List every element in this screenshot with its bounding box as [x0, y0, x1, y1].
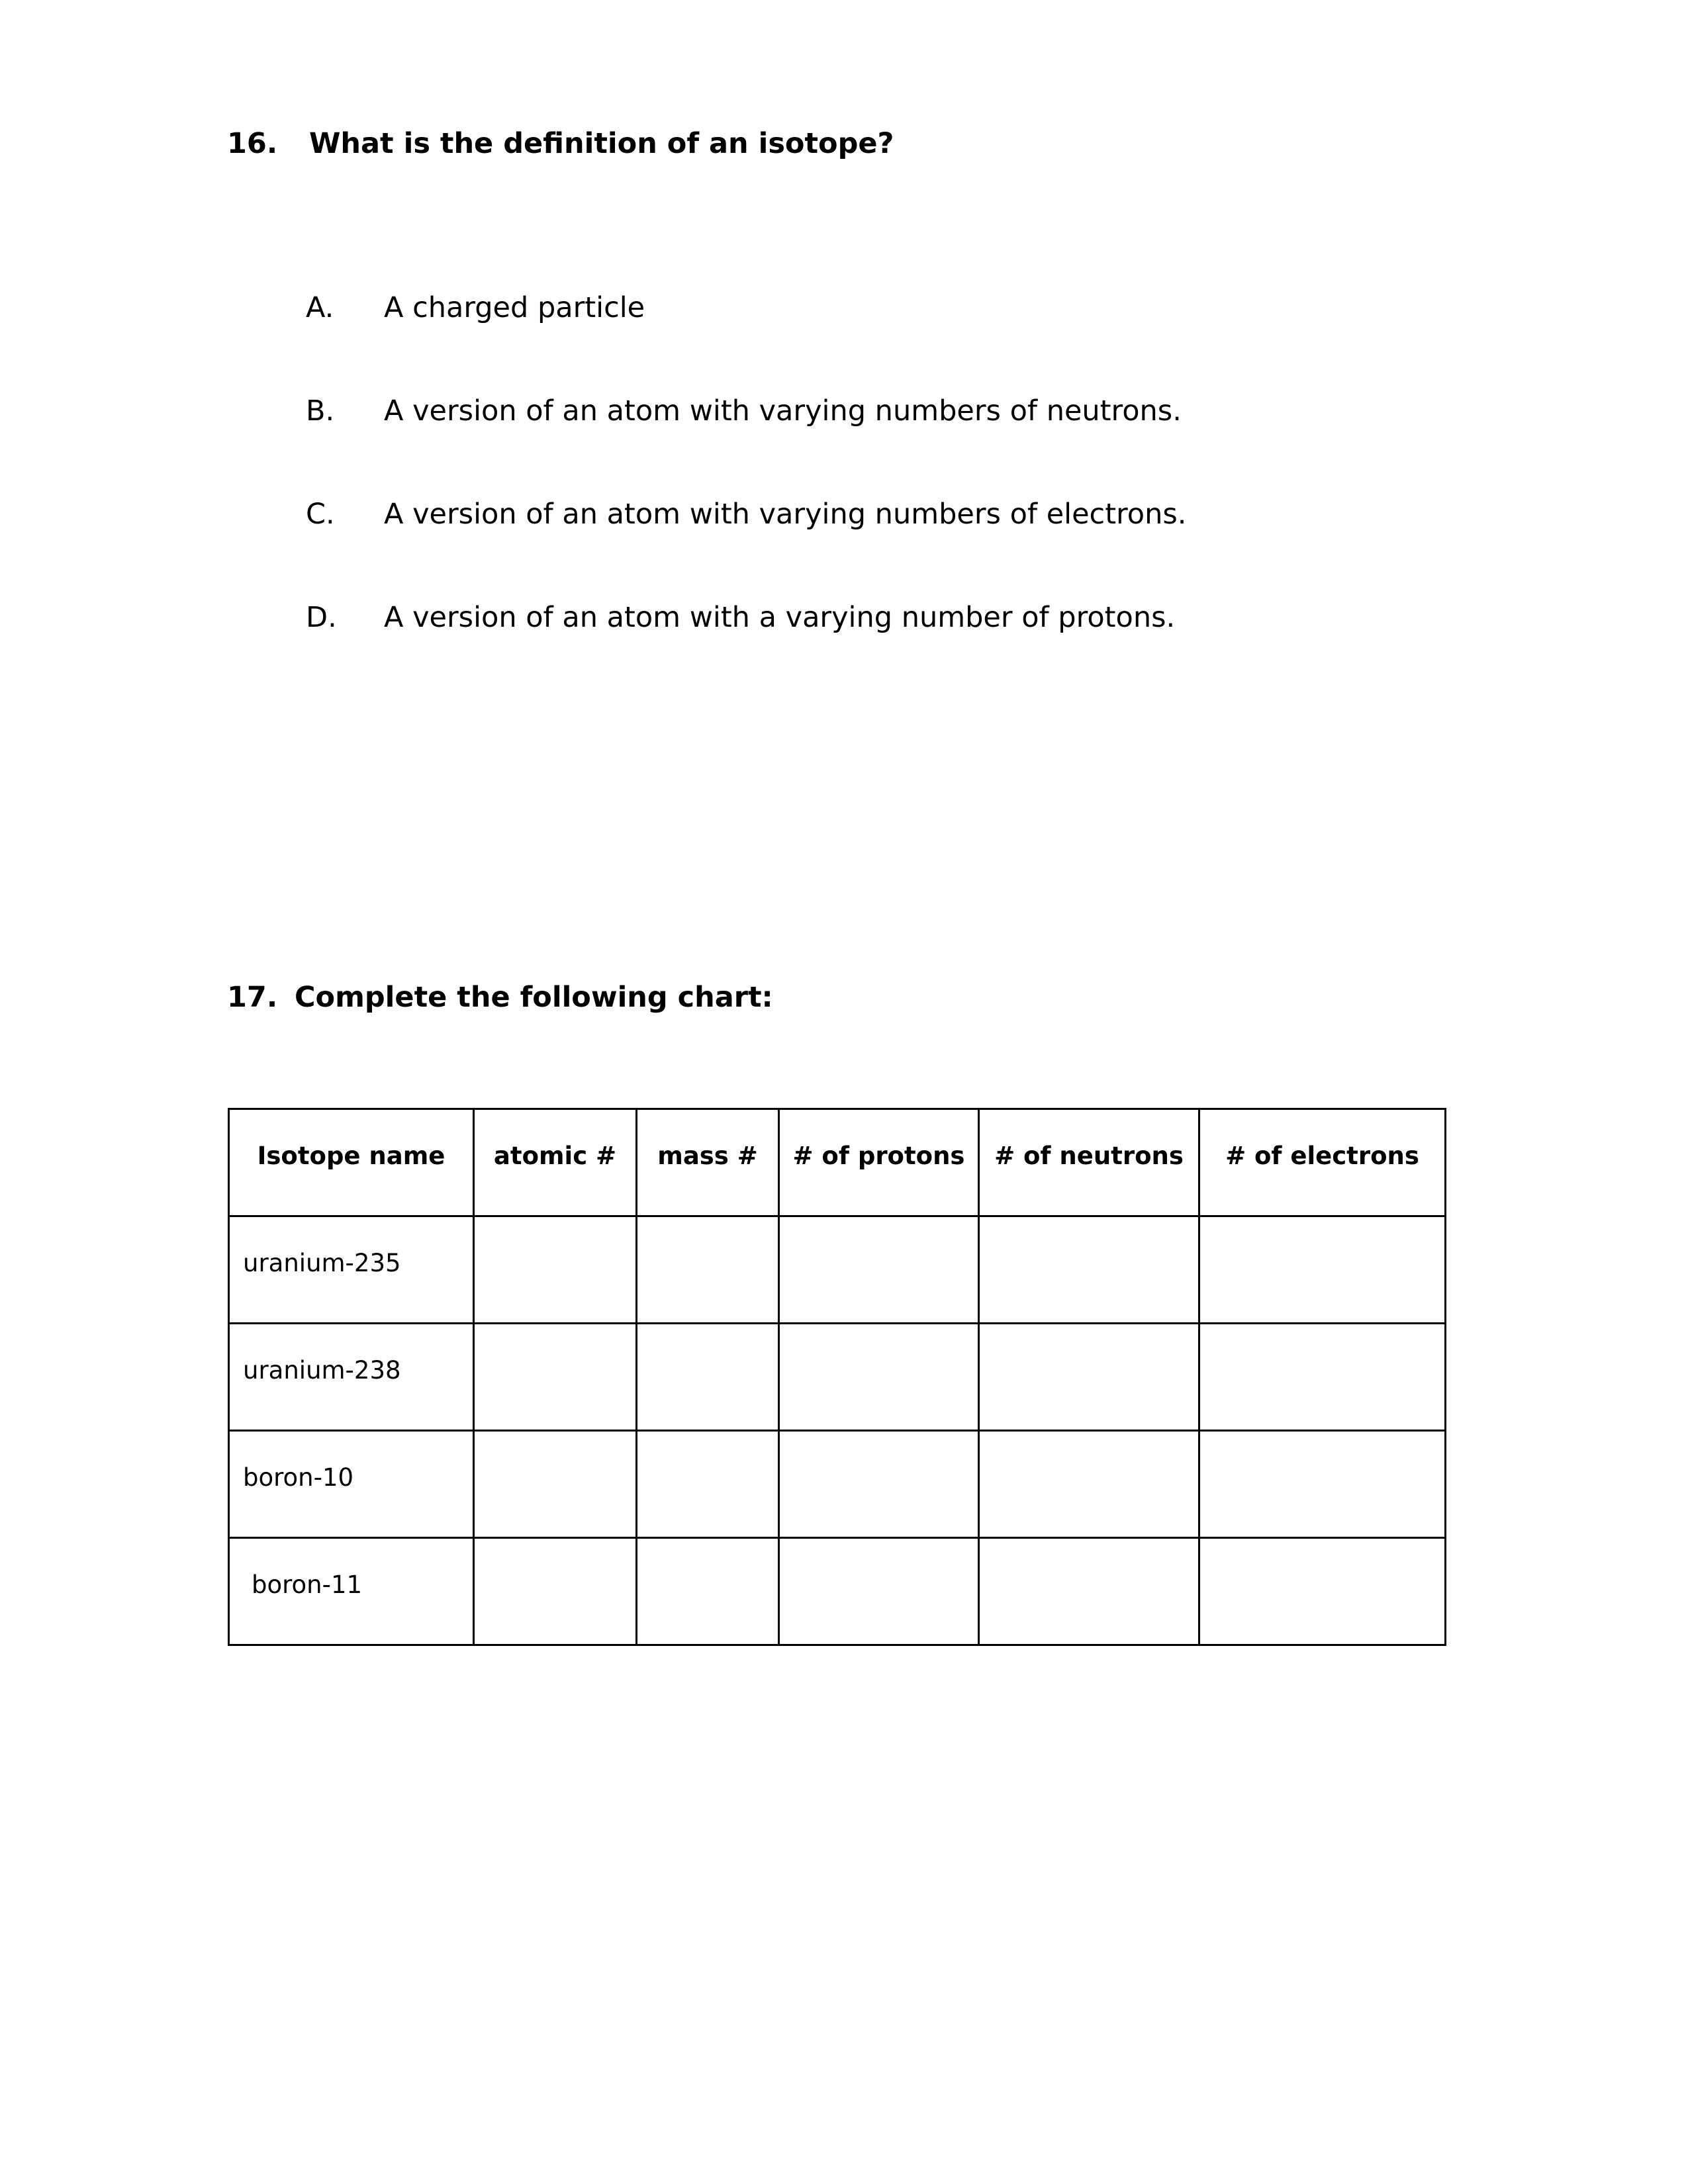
header-neutrons: # of neutrons: [979, 1109, 1199, 1216]
header-electrons: # of electrons: [1199, 1109, 1446, 1216]
answer-option-b: [306, 394, 1182, 428]
option-text: A charged particle: [384, 291, 645, 324]
neutrons-answer-cell[interactable]: [979, 1324, 1199, 1431]
neutrons-answer-cell[interactable]: [979, 1538, 1199, 1645]
neutrons-answer-cell[interactable]: [979, 1216, 1199, 1324]
option-text: A version of an atom with varying numbers of neutrons.: [384, 394, 1182, 428]
mass-number-answer-cell[interactable]: [637, 1216, 779, 1324]
answer-option-d: [306, 601, 1175, 634]
protons-answer-cell[interactable]: [779, 1538, 979, 1645]
option-letter: C.: [306, 498, 335, 531]
question-17-text: Complete the following chart:: [295, 981, 773, 1014]
table-row: [229, 1431, 1446, 1538]
table-row: [229, 1216, 1446, 1324]
question-16-number: 16.: [227, 127, 278, 160]
atomic-number-answer-cell[interactable]: [474, 1324, 637, 1431]
isotope-name-cell: uranium-235: [229, 1216, 474, 1324]
atomic-number-answer-cell[interactable]: [474, 1538, 637, 1645]
electrons-answer-cell[interactable]: [1199, 1431, 1446, 1538]
header-atomic-number: atomic #: [474, 1109, 637, 1216]
question-16-title: [227, 127, 894, 160]
protons-answer-cell[interactable]: [779, 1216, 979, 1324]
option-text: A version of an atom with a varying number of protons.: [384, 601, 1176, 634]
question-16-text: What is the definition of an isotope?: [309, 127, 894, 160]
table-row: [229, 1538, 1446, 1645]
table-header-row: [229, 1109, 1446, 1216]
mass-number-answer-cell[interactable]: [637, 1431, 779, 1538]
question-17-number: 17.: [227, 981, 278, 1014]
isotope-chart-table: [228, 1108, 1446, 1646]
answer-option-c: [306, 498, 1186, 531]
isotope-name-cell: boron-10: [229, 1431, 474, 1538]
option-letter: D.: [306, 601, 337, 634]
header-isotope-name: Isotope name: [229, 1109, 474, 1216]
mass-number-answer-cell[interactable]: [637, 1538, 779, 1645]
atomic-number-answer-cell[interactable]: [474, 1216, 637, 1324]
option-letter: B.: [306, 394, 335, 428]
option-text: A version of an atom with varying numbers of electrons.: [384, 498, 1187, 531]
question-17-title: [227, 981, 773, 1014]
header-mass-number: mass #: [637, 1109, 779, 1216]
protons-answer-cell[interactable]: [779, 1431, 979, 1538]
header-protons: # of protons: [779, 1109, 979, 1216]
answer-option-a: [306, 291, 645, 324]
option-letter: A.: [306, 291, 334, 324]
protons-answer-cell[interactable]: [779, 1324, 979, 1431]
electrons-answer-cell[interactable]: [1199, 1216, 1446, 1324]
isotope-name-cell: uranium-238: [229, 1324, 474, 1431]
electrons-answer-cell[interactable]: [1199, 1324, 1446, 1431]
isotope-name-cell: boron-11: [229, 1538, 474, 1645]
electrons-answer-cell[interactable]: [1199, 1538, 1446, 1645]
atomic-number-answer-cell[interactable]: [474, 1431, 637, 1538]
neutrons-answer-cell[interactable]: [979, 1431, 1199, 1538]
mass-number-answer-cell[interactable]: [637, 1324, 779, 1431]
table-row: [229, 1324, 1446, 1431]
